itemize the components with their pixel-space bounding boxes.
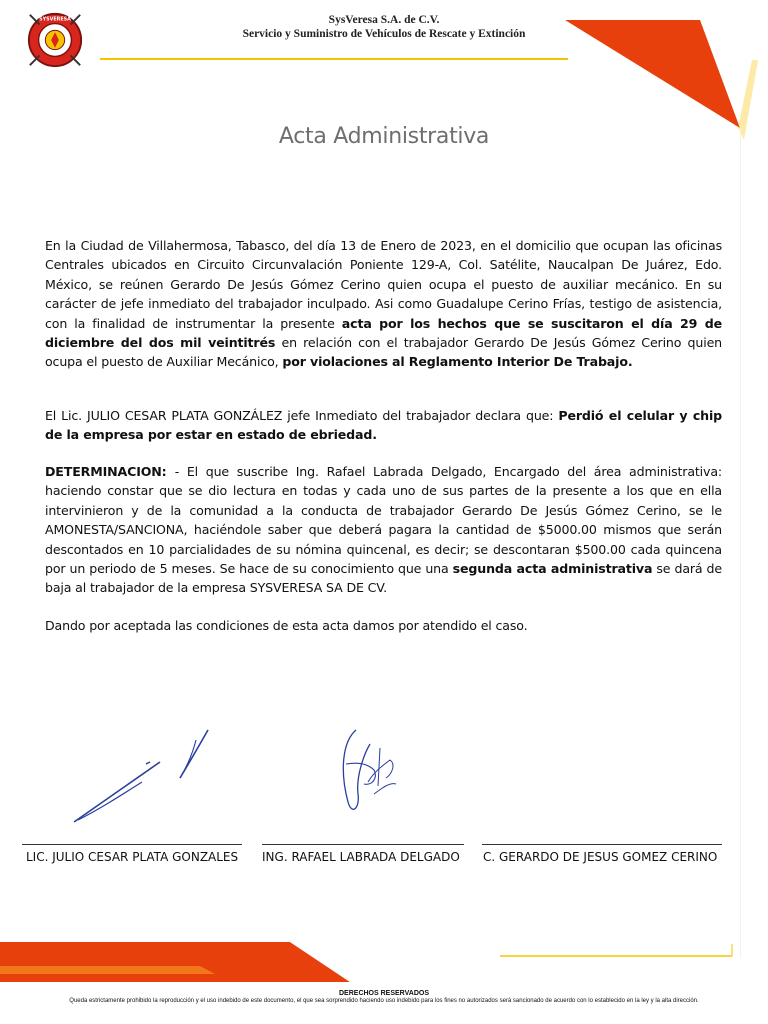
footer-decoration <box>0 930 768 990</box>
bold-text-segment: segunda acta administrativa <box>452 561 653 577</box>
text-segment: - El que suscribe Ing. Rafael Labrada Delgado, Encargado del área administrativa: haciendo constar que se dio lectura en todas y cada uno de sus partes de la presente a los que en ella intervinieron y de la comunidad a la conducta de trabajador Gerardo De Jesús Gómez Cerino, se le AMONESTA/SANCIONA, haciéndole saber que deberá pagara la cantidad de $5000.00 mismos que serán descontados en 10 parcialidades de su nómina quincenal, es decir; se descontaran $500.00 cada quincena por un periodo de 5 meses. Se hace de su conocimiento que una <box>45 464 722 577</box>
signature-1-image <box>68 726 216 828</box>
signature-2-image <box>334 724 406 820</box>
company-logo <box>26 11 84 69</box>
company-name: SysVeresa S.A. de C.V. <box>328 14 440 26</box>
text-segment: El Lic. JULIO CESAR PLATA GONZÁLEZ jefe Inmediato del trabajador declara que: <box>45 408 559 423</box>
footer-title: DERECHOS RESERVADOS <box>339 990 429 997</box>
signer-1-name: LIC. JULIO CESAR PLATA GONZALES <box>26 850 239 864</box>
logo-text: SYSVERESA <box>39 17 71 23</box>
text-segment: se dará de baja al trabajador de la empresa SYSVERESA SA DE CV. <box>45 561 723 596</box>
paragraph-determination <box>45 462 722 598</box>
header-divider <box>100 58 568 60</box>
right-border <box>740 128 741 958</box>
signer-3-name: C. GERARDO DE JESUS GOMEZ CERINO <box>483 850 718 864</box>
signature-line-2 <box>262 844 464 845</box>
bold-text-segment: DETERMINACION: <box>45 464 175 479</box>
paragraph-intro <box>45 236 722 372</box>
paragraph-declaration <box>45 406 722 445</box>
signature-line-1 <box>22 844 242 845</box>
paragraph-closing <box>45 616 722 635</box>
company-header <box>180 13 588 41</box>
document-title: Acta Administrativa <box>278 124 490 149</box>
text-segment: en relación con el trabajador Gerardo De Jesús Gómez Cerino quien ocupa el puesto de Auxiliar Mecánico, <box>45 335 722 370</box>
bold-text-segment: Perdió el celular y chip de la empresa por estar en estado de ebriedad. <box>45 408 722 443</box>
signer-2-name: ING. RAFAEL LABRADA DELGADO <box>262 850 460 864</box>
bold-text-segment: por violaciones al Reglamento Interior De Trabajo. <box>282 354 633 370</box>
company-tagline: Servicio y Suministro de Vehículos de Rescate y Extinción <box>242 28 526 40</box>
text-segment: En la Ciudad de Villahermosa, Tabasco, del día 13 de Enero de 2023, en el domicilio que ocupan las oficinas Centrales ubicados en Circuito Circunvalación Poniente 129-A, Col. Satélite, Naucalpan De Juárez, Edo. México, se reúnen Gerardo De Jesús Gómez Cerino quien ocupa el puesto de auxiliar mecánico. En su carácter de jefe inmediato del trabajador inculpado. Asi como Guadalupe Cerino Frías, testigo de asistencia, con la finalidad de instrumentar la presente <box>45 238 722 331</box>
footer-notice: Queda estrictamente prohibido la reproducción y el uso indebido de este documento, el que sea sorprendido haciendo uso indebido para los fines no autorizados será sancionado de acuerdo con lo establecido en la ley y la alta dirección. <box>69 998 699 1004</box>
signature-line-3 <box>482 844 722 845</box>
text-segment: Dando por aceptada las condiciones de esta acta damos por atendido el caso. <box>45 618 528 633</box>
bold-text-segment: acta por los hechos que se suscitaron el día 29 de diciembre del dos mil veintitrés <box>45 315 723 351</box>
